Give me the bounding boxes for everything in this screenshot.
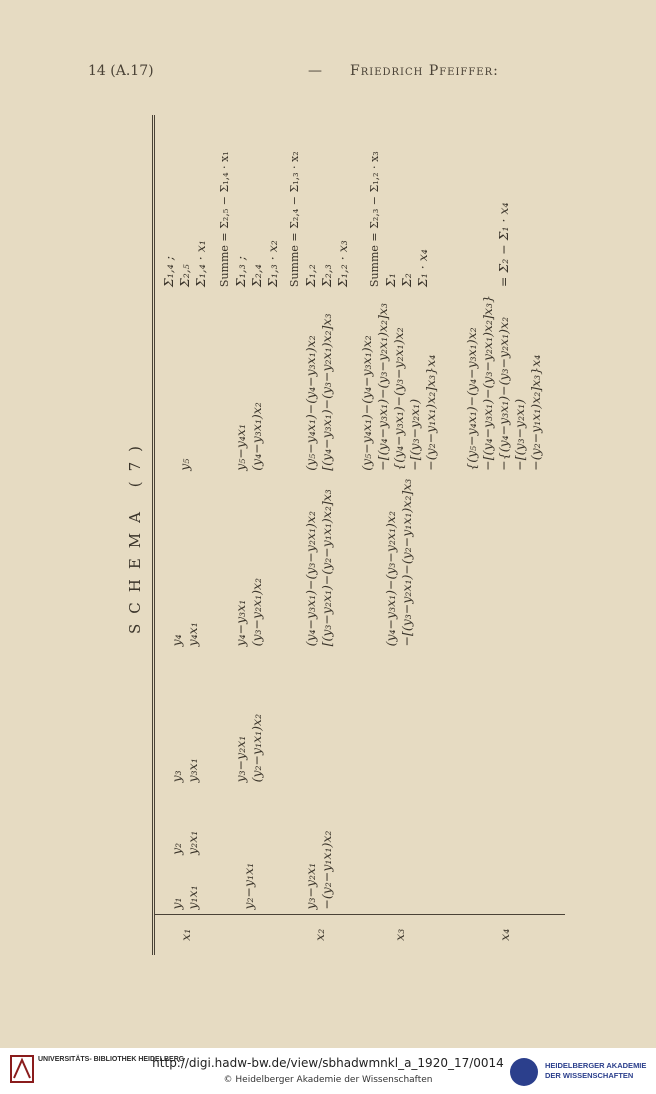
cell: −(y₂−y₁x₁)x₂]x₃}x₄	[528, 354, 543, 471]
cell: [(y₄−y₃x₁)−(y₃−y₂x₁)x₂]x₃	[319, 313, 334, 471]
cell: −(y₂−y₁x₁)x₂]x₃}x₄	[423, 354, 438, 471]
cell: −[(y₃−y₂x₁)−(y₂−y₁x₁)x₂]x₃	[399, 478, 414, 647]
cell: y₂−y₁x₁	[241, 862, 256, 910]
cell: Σ₂,₃	[319, 264, 334, 288]
cell-y5: y₅	[177, 458, 192, 471]
cell-y2: y₂	[169, 842, 184, 855]
page-header	[88, 63, 568, 85]
cell: y₄−y₃x₁	[233, 599, 248, 647]
footer-bar	[0, 1048, 656, 1094]
cell: Σ₁,₂	[303, 264, 318, 288]
cell-y1x1: y₁x₁	[185, 885, 200, 910]
header-dash: —	[308, 63, 324, 79]
cell: −{(y₄−y₃x₁)−(y₃−y₂x₁)x₂	[496, 316, 511, 471]
cell: −[(y₄−y₃x₁)−(y₃−y₂x₁)x₂]x₃}	[480, 295, 495, 471]
cell-y4x1: y₄x₁	[185, 622, 200, 647]
summe-label: Summe = Σ₂,₅ − Σ₁,₄ · x₁	[218, 151, 231, 288]
final-equation: = Σ₂ − Σ₁ · x₄	[496, 202, 511, 288]
cell: −(y₂−y₁x₁)x₂	[319, 830, 334, 910]
summe-label: Summe = Σ₂,₄ − Σ₁,₃ · x₂	[288, 151, 301, 288]
cell: y₃−y₂x₁	[233, 735, 248, 783]
row-label: x₃	[355, 914, 443, 955]
cell-y4: y₄	[169, 634, 184, 647]
cell: (y₅−y₄x₁)−(y₄−y₃x₁)x₂	[359, 335, 374, 471]
academy-name: HEIDELBERGER AKADEMIE DER WISSENSCHAFTEN	[545, 1061, 647, 1080]
cell: {(y₅−y₄x₁)−(y₄−y₃x₁)x₂	[464, 327, 479, 471]
cell: −[(y₃−y₂x₁)	[512, 398, 527, 471]
cell: y₃−y₂x₁	[303, 862, 318, 910]
cell: (y₄−y₃x₁)−(y₃−y₂x₁)x₂	[303, 511, 318, 647]
header-author: Friedrich Pfeiffer:	[350, 63, 499, 79]
cell: Σ₁	[383, 273, 398, 288]
cell-y1: y₁	[169, 897, 184, 910]
cell: Σ₂,₄	[249, 264, 264, 288]
cell: (y₄−y₃x₁)−(y₃−y₂x₁)x₂	[383, 511, 398, 647]
cell: −[(y₄−y₃x₁)−(y₃−y₂x₁)x₂]x₃	[375, 303, 390, 471]
cell-sum14: Σ₁,₄ ;	[161, 256, 176, 288]
library-logo-icon	[10, 1054, 34, 1084]
cell: (y₅−y₄x₁)−(y₄−y₃x₁)x₂	[303, 335, 318, 471]
cell: {(y₄−y₃x₁)−(y₃−y₂x₁)x₂	[391, 327, 406, 471]
cell: −[(y₃−y₂x₁)	[407, 398, 422, 471]
cell: (y₃−y₂x₁)x₂	[249, 577, 264, 647]
cell: Σ₁,₂ · x₃	[335, 240, 350, 288]
table-row	[283, 115, 355, 955]
cell: Σ₁ · x₄	[415, 249, 430, 288]
cell: y₅−y₄x₁	[233, 424, 248, 471]
summe-label: Summe = Σ₂,₃ − Σ₁,₂ · x₃	[368, 151, 381, 288]
cell: Σ₂	[399, 273, 414, 288]
cell: [(y₃−y₂x₁)−(y₂−y₁x₁)x₂]x₃	[319, 489, 334, 647]
rotated-schema	[118, 115, 562, 955]
cell-s14x1: Σ₁,₄ · x₁	[193, 240, 208, 288]
academy-seal-icon	[510, 1058, 538, 1086]
cell: Σ₁,₃ · x₂	[265, 240, 280, 288]
row-label: x₄	[443, 914, 565, 955]
table-row	[154, 115, 216, 955]
library-name: UNIVERSITÄTS- BIBLIOTHEK HEIDELBERG	[38, 1056, 185, 1063]
cell: (y₂−y₁x₁)x₂	[249, 713, 264, 783]
table-row	[215, 115, 283, 955]
cell-y3x1: y₃x₁	[185, 758, 200, 783]
table-row	[355, 115, 443, 955]
source-url-link[interactable]: http://digi.hadw-bw.de/view/sbhadwmnkl_a_1920_17/0014	[152, 1056, 504, 1070]
table-row	[443, 115, 565, 955]
copyright-text: © Heidelberger Akademie der Wissenschaften	[223, 1075, 433, 1085]
row-label: x₂	[283, 914, 355, 955]
cell-y3: y₃	[169, 770, 184, 783]
schema-title: SCHEMA (7)	[118, 115, 154, 955]
cell: (y₄−y₃x₁)x₂	[249, 402, 264, 471]
cell: Σ₁,₃ ;	[233, 256, 248, 288]
cell-sigma25: Σ₂,₅	[177, 264, 192, 288]
schema-table	[118, 115, 565, 955]
row-label: x₁	[154, 914, 216, 955]
page-reference: 14 (A.17)	[88, 63, 154, 79]
cell-y2x1: y₂x₁	[185, 830, 200, 855]
